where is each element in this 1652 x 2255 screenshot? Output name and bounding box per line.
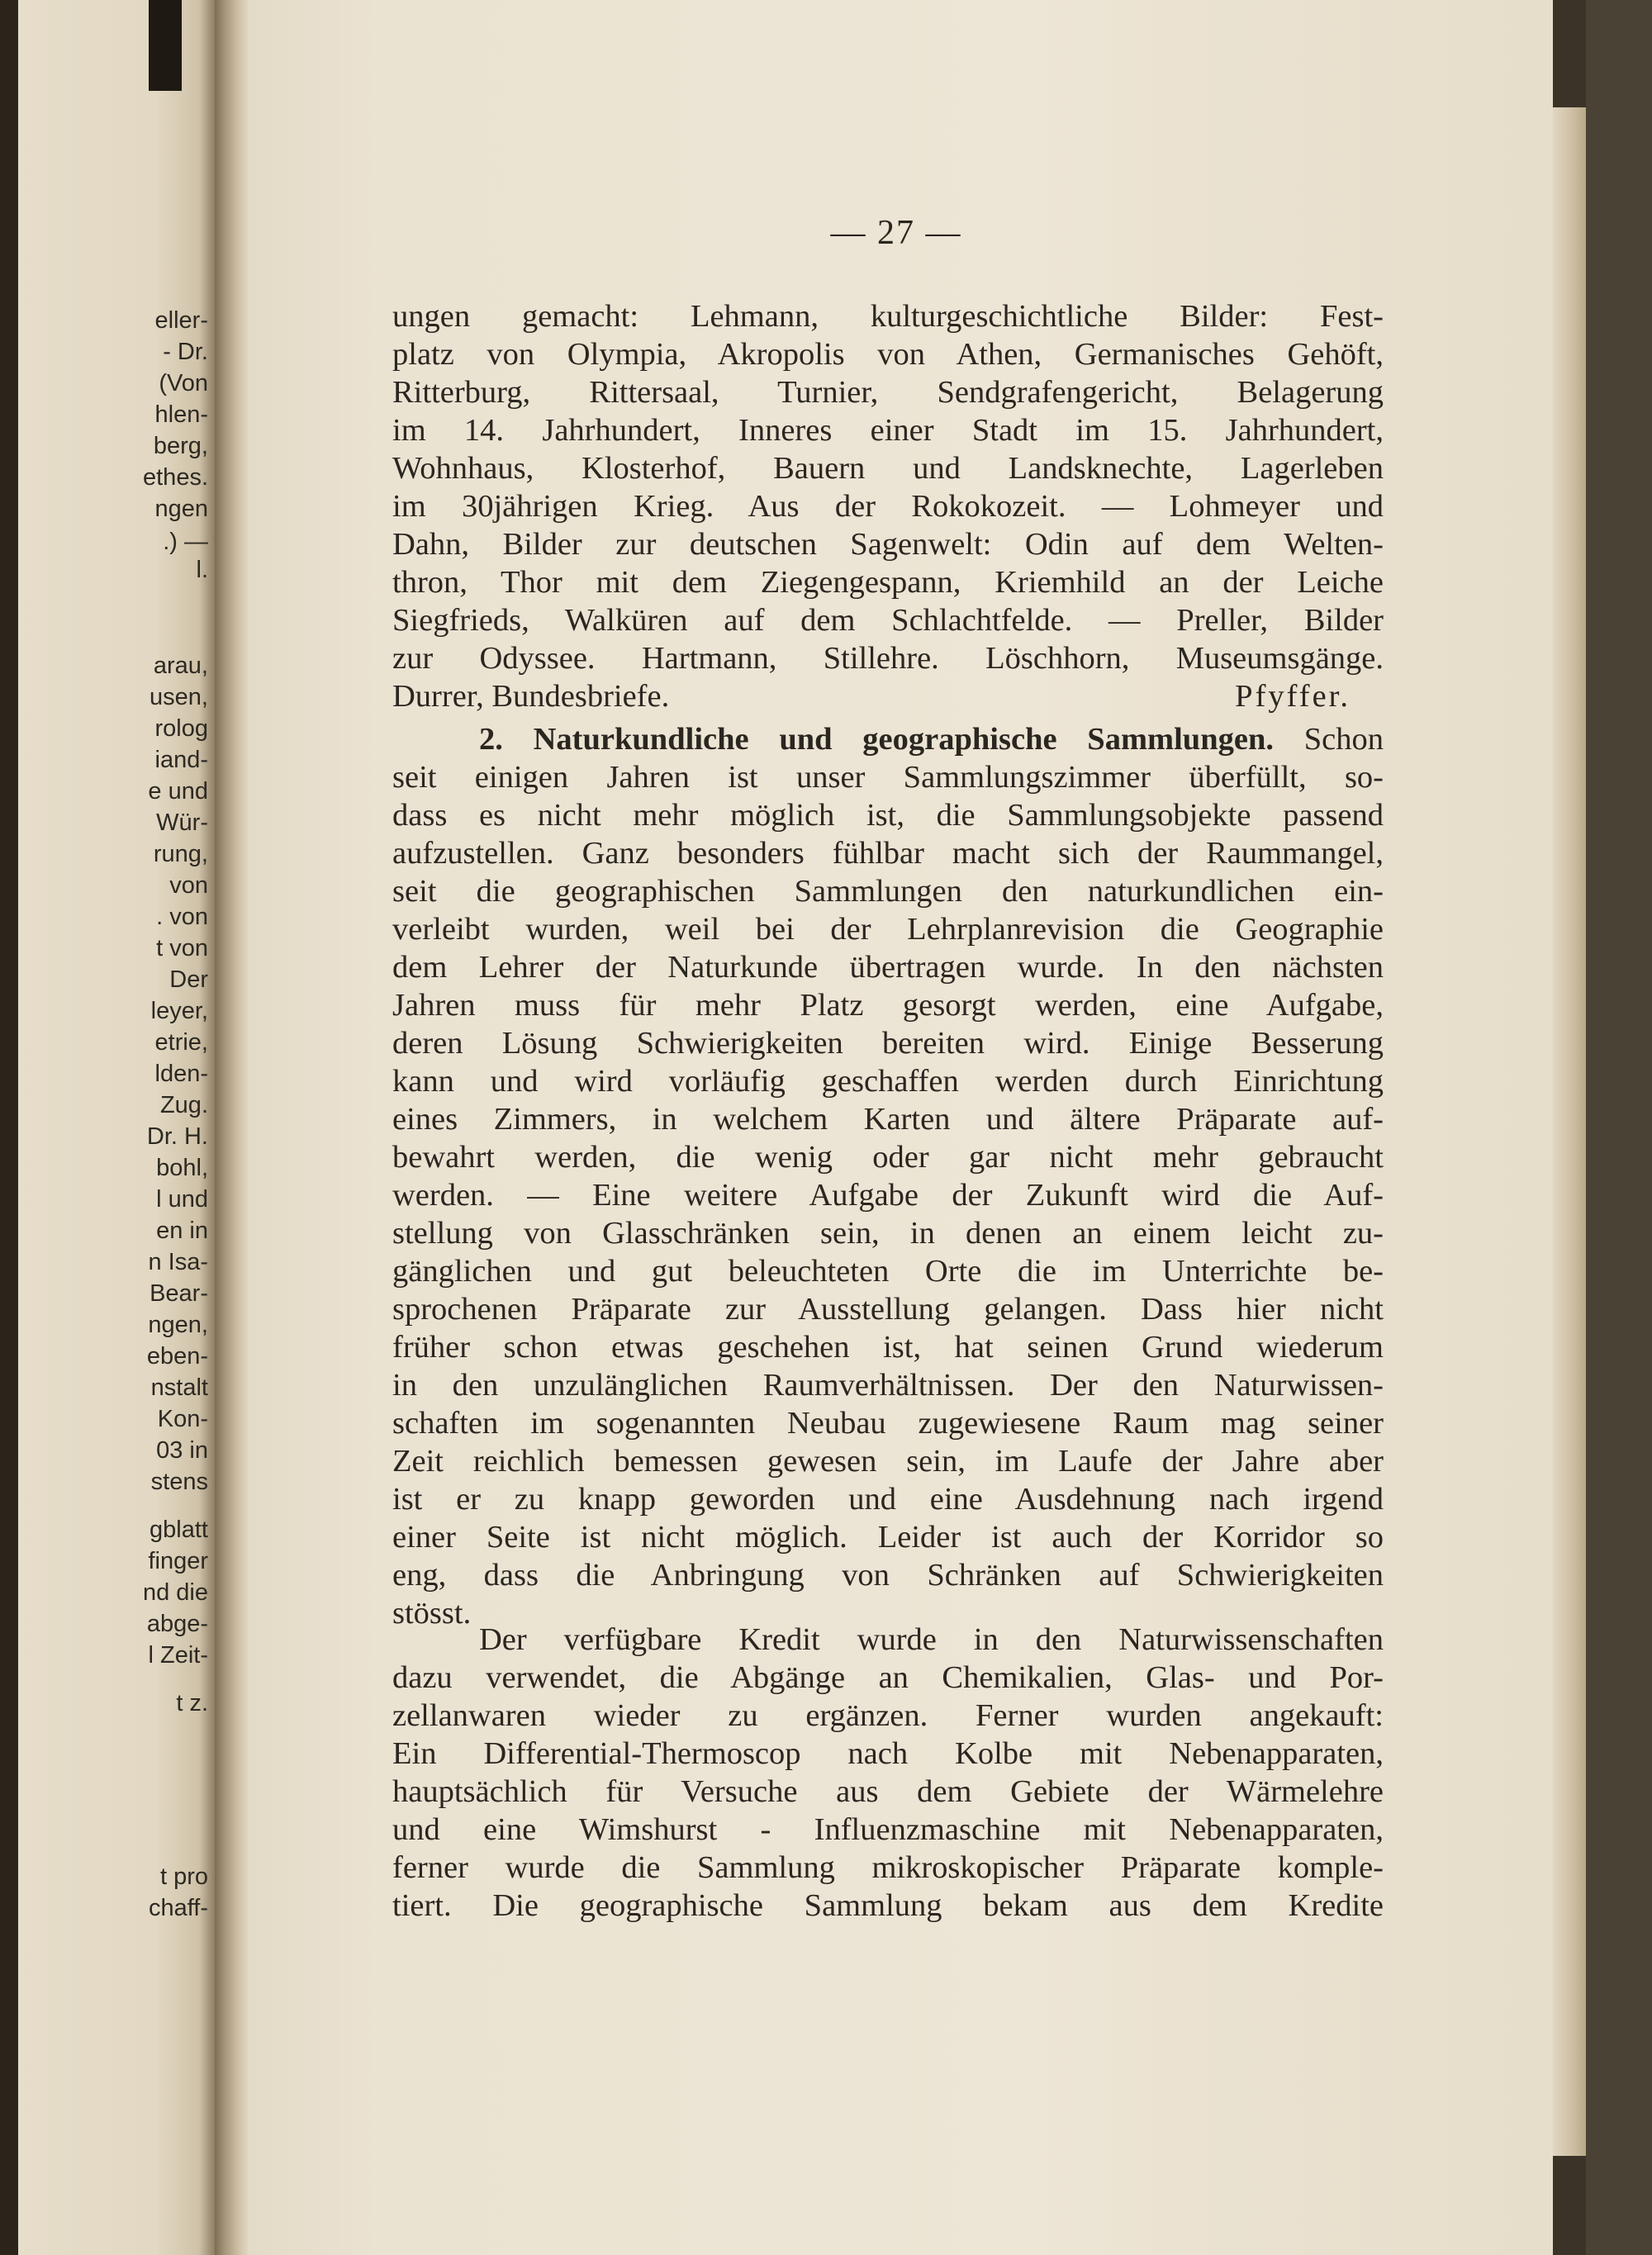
left-page-fragment: chaff- — [148, 1895, 208, 1921]
left-page-fragment: rolog — [154, 715, 208, 742]
left-page-fragment: etrie, — [154, 1029, 208, 1056]
text-line: in den unzulänglichen Raumverhältnissen. Der den Naturwissen- — [392, 1368, 1384, 1403]
text-line: stellung von Glasschränken sein, in denen an einem leicht zu- — [392, 1216, 1384, 1251]
left-page-fragment: Der — [169, 966, 208, 993]
text-line: dass es nicht mehr möglich ist, die Sammlungsobjekte passend — [392, 798, 1384, 833]
scan-background-corner — [149, 0, 182, 91]
page-edge — [1553, 107, 1586, 2156]
text-line: dazu verwendet, die Abgänge an Chemikalien, Glas- und Por- — [392, 1660, 1384, 1695]
text-line: sprochenen Präparate zur Ausstellung gelangen. Dass hier nicht — [392, 1292, 1384, 1327]
left-page-fragment: l. — [196, 557, 208, 583]
text-line: gänglichen und gut beleuchteten Orte die im Unterrichte be- — [392, 1254, 1384, 1289]
text-line: und eine Wimshurst - Influenzmaschine mit Nebenapparaten, — [392, 1812, 1384, 1847]
text-line: platz von Olympia, Akropolis von Athen, Germanisches Gehöft, — [392, 337, 1384, 372]
text-line: hauptsächlich für Versuche aus dem Gebiete der Wärmelehre — [392, 1774, 1384, 1809]
section-heading-line — [479, 720, 1384, 758]
text-line: stösst. — [392, 1596, 472, 1631]
text-line: einer Seite ist nicht möglich. Leider ist auch der Korridor so — [392, 1520, 1384, 1555]
text-line: Der verfügbare Kredit wurde in den Naturwissenschaften — [479, 1622, 1384, 1657]
page-number: — 27 — — [830, 214, 962, 252]
left-page-fragment: t z. — [176, 1690, 208, 1716]
left-page-fragment: ngen — [154, 496, 208, 522]
text-line: zur Odyssee. Hartmann, Stillehre. Löschhorn, Museumsgänge. — [392, 641, 1384, 676]
text-line-content: Durrer, Bundesbriefe. — [392, 679, 670, 714]
left-page-fragment: (Von — [159, 370, 208, 396]
text-line: dem Lehrer der Naturkunde übertragen wurde. In den nächsten — [392, 950, 1384, 985]
text-line: tiert. Die geographische Sammlung bekam aus dem Kredite — [392, 1888, 1384, 1923]
text-line: schaften im sogenannten Neubau zugewiesene Raum mag seiner — [392, 1406, 1384, 1441]
left-page-fragment: ethes. — [143, 464, 208, 491]
left-page-fragment: Zug. — [159, 1092, 208, 1118]
text-line — [392, 677, 1384, 715]
left-page-fragment: berg, — [153, 433, 208, 459]
text-line: im 30jährigen Krieg. Aus der Rokokozeit. — Lohmeyer und — [392, 489, 1384, 524]
left-page-fragment: hlen- — [154, 401, 208, 428]
text-line: aufzustellen. Ganz besonders fühlbar macht sich der Raummangel, — [392, 836, 1384, 871]
left-page-fragment: usen, — [150, 684, 208, 710]
left-page-fragment: Bear- — [150, 1280, 208, 1307]
left-page-fragment: rung, — [153, 841, 208, 867]
left-page-fragment: nstalt — [150, 1374, 208, 1401]
book-gutter — [215, 0, 248, 2255]
left-page-fragment: t pro — [159, 1863, 208, 1890]
left-page-fragment: en in — [156, 1218, 208, 1244]
left-page-fragment: lden- — [154, 1061, 208, 1087]
left-page-fragment: Wür- — [156, 809, 208, 836]
text-line: ferner wurde die Sammlung mikroskopischer Präparate komple- — [392, 1850, 1384, 1885]
left-page-fragment: arau, — [153, 653, 208, 679]
left-page-fragment: von — [169, 872, 208, 899]
text-line: kann und wird vorläufig geschaffen werden durch Einrichtung — [392, 1064, 1384, 1099]
left-page-fragment: ngen, — [148, 1312, 208, 1338]
text-line: ungen gemacht: Lehmann, kulturgeschichtliche Bilder: Fest- — [392, 299, 1384, 334]
left-page-fragment: .) — — [163, 529, 208, 555]
left-page-fragment: e und — [148, 778, 208, 805]
text-line: eng, dass die Anbringung von Schränken auf Schwierigkeiten — [392, 1558, 1384, 1593]
text-line: Jahren muss für mehr Platz gesorgt werden, eine Aufgabe, — [392, 988, 1384, 1023]
left-page-fragment: Dr. H. — [146, 1123, 208, 1150]
left-page-fragment: stens — [150, 1469, 208, 1495]
left-page — [18, 0, 215, 2255]
left-page-fragment: abge- — [146, 1611, 208, 1637]
left-page-fragment: Kon- — [157, 1406, 208, 1432]
left-page-fragment: bohl, — [156, 1155, 208, 1181]
text-line: zellanwaren wieder zu ergänzen. Ferner wurden angekauft: — [392, 1698, 1384, 1733]
author-signature: Pfyffer. — [1235, 679, 1351, 714]
text-line: früher schon etwas geschehen ist, hat seinen Grund wiederum — [392, 1330, 1384, 1365]
section-heading: 2. Naturkundliche und geographische Sammlungen. — [479, 722, 1275, 757]
left-page-fragment: eben- — [146, 1343, 208, 1370]
left-page-fragment: t von — [156, 935, 208, 961]
text-line-content: Schon — [1303, 722, 1384, 757]
text-line: bewahrt werden, die wenig oder gar nicht mehr gebraucht — [392, 1140, 1384, 1175]
scan-background-right — [1586, 0, 1652, 2255]
text-line: thron, Thor mit dem Ziegengespann, Kriemhild an der Leiche — [392, 565, 1384, 600]
text-line: im 14. Jahrhundert, Inneres einer Stadt im 15. Jahrhundert, — [392, 413, 1384, 448]
left-page-fragment: gblatt — [150, 1517, 208, 1543]
text-line: verleibt wurden, weil bei der Lehrplanrevision die Geographie — [392, 912, 1384, 947]
text-line: deren Lösung Schwierigkeiten bereiten wird. Einige Besserung — [392, 1026, 1384, 1061]
text-line: Siegfrieds, Walküren auf dem Schlachtfelde. — Preller, Bilder — [392, 603, 1384, 638]
left-page-fragment: l und — [156, 1186, 208, 1213]
left-page-fragment: - Dr. — [163, 339, 208, 365]
left-page-fragment: 03 in — [156, 1437, 208, 1464]
left-page-fragment: l Zeit- — [148, 1642, 208, 1669]
scan-background-left — [0, 0, 18, 2255]
text-line: werden. — Eine weitere Aufgabe der Zukunft wird die Auf- — [392, 1178, 1384, 1213]
text-line: ist er zu knapp geworden und eine Ausdehnung nach irgend — [392, 1482, 1384, 1517]
left-page-fragment: iand- — [154, 747, 208, 773]
text-line: Ritterburg, Rittersaal, Turnier, Sendgrafengericht, Belagerung — [392, 375, 1384, 410]
text-line: Dahn, Bilder zur deutschen Sagenwelt: Odin auf dem Welten- — [392, 527, 1384, 562]
left-page-fragment: finger — [148, 1548, 208, 1574]
left-page-fragment: . von — [156, 904, 208, 930]
text-line: Zeit reichlich bemessen gewesen sein, im Laufe der Jahre aber — [392, 1444, 1384, 1479]
text-line: seit einigen Jahren ist unser Sammlungszimmer überfüllt, so- — [392, 760, 1384, 795]
left-page-fragment: nd die — [142, 1579, 208, 1606]
left-page-fragment: leyer, — [150, 998, 208, 1024]
text-line: Ein Differential-Thermoscop nach Kolbe mit Nebenapparaten, — [392, 1736, 1384, 1771]
text-line: seit die geographischen Sammlungen den naturkundlichen ein- — [392, 874, 1384, 909]
left-page-fragment: n Isa- — [148, 1249, 208, 1275]
left-page-fragment: eller- — [154, 307, 208, 334]
text-line: eines Zimmers, in welchem Karten und ältere Präparate auf- — [392, 1102, 1384, 1137]
text-line: Wohnhaus, Klosterhof, Bauern und Landsknechte, Lagerleben — [392, 451, 1384, 486]
